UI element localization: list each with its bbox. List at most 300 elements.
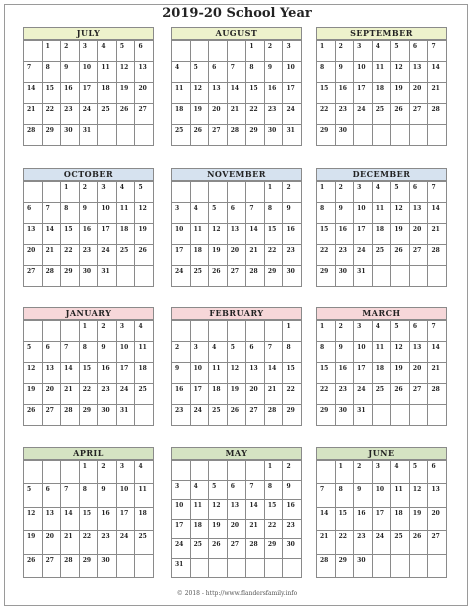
week-row	[317, 342, 447, 363]
day-cell: 17	[191, 384, 210, 405]
day-cell	[428, 405, 447, 426]
day-cell: 4	[191, 481, 210, 501]
day-cell: 31	[98, 266, 117, 287]
day-cell: 5	[209, 481, 228, 501]
day-cell: 19	[391, 363, 410, 384]
day-cell: 3	[283, 41, 302, 62]
day-cell: 26	[410, 531, 429, 554]
week-row	[172, 405, 302, 426]
day-cell	[246, 559, 265, 579]
month-header: SEPTEMBER	[316, 27, 447, 40]
day-cell: 8	[336, 484, 355, 507]
day-cell: 25	[117, 245, 136, 266]
day-cell: 28	[317, 555, 336, 578]
day-cell: 3	[80, 41, 99, 62]
day-cell: 24	[80, 104, 99, 125]
day-cell	[191, 182, 210, 203]
day-cell: 14	[428, 62, 447, 83]
day-cell: 10	[80, 62, 99, 83]
week-row	[24, 508, 154, 531]
day-cell: 14	[265, 363, 284, 384]
week-row	[317, 62, 447, 83]
day-cell: 23	[283, 520, 302, 540]
day-cell: 24	[373, 531, 392, 554]
day-cell: 14	[246, 500, 265, 520]
day-cell: 30	[61, 125, 80, 146]
day-cell: 31	[172, 559, 191, 579]
day-cell: 4	[209, 342, 228, 363]
day-cell	[191, 41, 210, 62]
day-cell: 1	[265, 461, 284, 481]
day-cell: 20	[410, 83, 429, 104]
day-grid	[316, 320, 447, 426]
day-cell: 9	[354, 484, 373, 507]
day-cell: 4	[191, 203, 210, 224]
day-cell: 26	[391, 245, 410, 266]
day-cell: 14	[317, 508, 336, 531]
day-cell: 21	[428, 363, 447, 384]
day-cell: 7	[428, 41, 447, 62]
day-cell: 4	[98, 41, 117, 62]
day-cell: 6	[43, 342, 62, 363]
day-cell: 21	[265, 384, 284, 405]
day-cell: 16	[80, 224, 99, 245]
day-cell: 14	[61, 508, 80, 531]
day-cell: 8	[265, 203, 284, 224]
day-cell: 30	[336, 125, 355, 146]
day-cell: 23	[61, 104, 80, 125]
day-cell: 26	[209, 266, 228, 287]
day-cell: 24	[172, 539, 191, 559]
day-cell: 27	[228, 266, 247, 287]
day-cell: 22	[61, 245, 80, 266]
day-cell: 30	[98, 555, 117, 578]
week-row	[24, 203, 154, 224]
day-cell: 11	[135, 484, 154, 507]
day-cell: 17	[172, 520, 191, 540]
week-row	[172, 500, 302, 520]
day-cell: 22	[336, 531, 355, 554]
day-cell: 7	[428, 321, 447, 342]
day-cell: 16	[98, 363, 117, 384]
day-cell: 15	[43, 83, 62, 104]
day-cell: 22	[317, 245, 336, 266]
week-row	[172, 203, 302, 224]
day-cell	[209, 182, 228, 203]
day-cell: 27	[43, 555, 62, 578]
day-cell: 28	[428, 104, 447, 125]
week-row	[317, 555, 447, 578]
day-cell: 22	[265, 520, 284, 540]
day-cell: 2	[336, 321, 355, 342]
day-cell: 15	[317, 363, 336, 384]
month-header: OCTOBER	[23, 168, 154, 181]
week-row	[172, 104, 302, 125]
day-cell: 25	[391, 531, 410, 554]
day-cell: 1	[317, 321, 336, 342]
day-cell: 31	[354, 266, 373, 287]
day-cell: 10	[191, 363, 210, 384]
day-cell	[209, 321, 228, 342]
day-cell: 8	[317, 203, 336, 224]
day-cell: 24	[354, 384, 373, 405]
day-cell	[117, 125, 136, 146]
day-cell: 30	[80, 266, 99, 287]
day-cell: 5	[410, 461, 429, 484]
day-cell: 2	[172, 342, 191, 363]
week-row	[24, 62, 154, 83]
day-cell: 14	[43, 224, 62, 245]
day-cell: 11	[172, 83, 191, 104]
week-row	[317, 266, 447, 287]
day-cell	[172, 182, 191, 203]
week-row	[24, 321, 154, 342]
day-cell: 29	[80, 405, 99, 426]
day-cell: 18	[209, 384, 228, 405]
day-cell	[228, 321, 247, 342]
month-header: MAY	[171, 447, 302, 460]
day-cell: 14	[61, 363, 80, 384]
day-cell: 19	[391, 224, 410, 245]
week-row	[172, 224, 302, 245]
week-row	[172, 384, 302, 405]
day-cell: 16	[61, 83, 80, 104]
day-grid	[171, 181, 302, 287]
day-cell: 17	[354, 83, 373, 104]
day-cell: 29	[80, 555, 99, 578]
day-cell: 8	[43, 62, 62, 83]
day-cell: 19	[391, 83, 410, 104]
day-cell: 6	[43, 484, 62, 507]
week-row	[317, 182, 447, 203]
day-cell: 11	[373, 203, 392, 224]
day-cell	[191, 461, 210, 481]
day-cell: 7	[24, 62, 43, 83]
day-cell: 17	[117, 363, 136, 384]
day-cell: 11	[391, 484, 410, 507]
month-june	[316, 447, 447, 578]
week-row	[24, 342, 154, 363]
week-row	[172, 266, 302, 287]
day-cell: 18	[391, 508, 410, 531]
day-cell	[43, 182, 62, 203]
day-cell	[24, 182, 43, 203]
month-august	[171, 27, 302, 146]
month-header: MARCH	[316, 307, 447, 320]
day-cell: 11	[191, 224, 210, 245]
day-cell: 14	[428, 203, 447, 224]
day-cell: 19	[209, 245, 228, 266]
day-cell: 13	[43, 363, 62, 384]
day-cell	[373, 125, 392, 146]
day-cell	[209, 461, 228, 481]
day-cell: 13	[209, 83, 228, 104]
day-cell: 7	[246, 203, 265, 224]
day-cell: 11	[117, 203, 136, 224]
day-cell: 25	[373, 245, 392, 266]
day-cell	[24, 461, 43, 484]
day-cell: 11	[373, 62, 392, 83]
month-header: DECEMBER	[316, 168, 447, 181]
week-row	[317, 363, 447, 384]
day-cell: 12	[209, 224, 228, 245]
day-cell: 18	[135, 363, 154, 384]
day-cell: 20	[410, 363, 429, 384]
week-row	[24, 531, 154, 554]
week-row	[24, 182, 154, 203]
day-cell	[172, 461, 191, 481]
day-cell: 10	[172, 500, 191, 520]
day-cell: 9	[80, 203, 99, 224]
day-cell	[391, 125, 410, 146]
day-cell: 14	[428, 342, 447, 363]
day-cell: 26	[391, 384, 410, 405]
day-cell	[391, 555, 410, 578]
day-cell: 1	[317, 41, 336, 62]
day-cell: 15	[317, 83, 336, 104]
day-cell: 5	[117, 41, 136, 62]
month-header: JUNE	[316, 447, 447, 460]
week-row	[317, 461, 447, 484]
day-cell: 24	[172, 266, 191, 287]
day-cell: 12	[135, 203, 154, 224]
day-cell: 6	[246, 342, 265, 363]
day-cell: 19	[410, 508, 429, 531]
day-cell	[317, 461, 336, 484]
day-cell: 6	[135, 41, 154, 62]
week-row	[24, 83, 154, 104]
day-cell: 28	[61, 405, 80, 426]
week-row	[317, 405, 447, 426]
day-cell: 1	[61, 182, 80, 203]
week-row	[24, 125, 154, 146]
day-cell: 7	[61, 484, 80, 507]
day-cell: 31	[354, 405, 373, 426]
day-cell: 28	[265, 405, 284, 426]
day-cell: 22	[43, 104, 62, 125]
day-cell: 23	[283, 245, 302, 266]
day-cell: 24	[98, 245, 117, 266]
month-header: AUGUST	[171, 27, 302, 40]
day-cell: 10	[117, 484, 136, 507]
day-cell: 7	[43, 203, 62, 224]
day-cell: 19	[24, 384, 43, 405]
day-cell: 28	[246, 266, 265, 287]
day-cell: 10	[354, 342, 373, 363]
day-cell: 13	[135, 62, 154, 83]
week-row	[24, 224, 154, 245]
day-cell: 21	[246, 245, 265, 266]
day-cell: 3	[98, 182, 117, 203]
day-cell	[373, 405, 392, 426]
day-cell: 7	[317, 484, 336, 507]
day-cell: 5	[191, 62, 210, 83]
day-cell: 30	[98, 405, 117, 426]
day-cell: 18	[373, 363, 392, 384]
day-cell: 20	[428, 508, 447, 531]
day-cell: 7	[246, 481, 265, 501]
day-cell: 18	[117, 224, 136, 245]
month-header: NOVEMBER	[171, 168, 302, 181]
month-header: APRIL	[23, 447, 154, 460]
week-row	[172, 321, 302, 342]
day-cell: 6	[410, 41, 429, 62]
day-cell: 4	[373, 182, 392, 203]
week-row	[24, 484, 154, 507]
day-cell: 28	[43, 266, 62, 287]
day-cell	[391, 405, 410, 426]
day-cell: 5	[24, 342, 43, 363]
day-cell: 6	[24, 203, 43, 224]
day-cell: 29	[246, 125, 265, 146]
day-cell: 27	[209, 125, 228, 146]
day-cell: 25	[172, 125, 191, 146]
week-row	[172, 363, 302, 384]
day-cell: 15	[265, 500, 284, 520]
day-cell: 13	[228, 224, 247, 245]
day-cell: 23	[336, 104, 355, 125]
day-cell: 2	[98, 321, 117, 342]
day-cell: 15	[317, 224, 336, 245]
day-cell: 15	[283, 363, 302, 384]
week-row	[172, 182, 302, 203]
day-cell: 1	[246, 41, 265, 62]
day-cell: 6	[428, 461, 447, 484]
day-cell: 26	[117, 104, 136, 125]
week-row	[24, 266, 154, 287]
day-cell	[191, 321, 210, 342]
day-cell: 19	[117, 83, 136, 104]
day-cell: 18	[191, 520, 210, 540]
day-cell: 5	[209, 203, 228, 224]
day-cell: 8	[80, 484, 99, 507]
day-cell: 29	[317, 266, 336, 287]
day-cell: 28	[428, 384, 447, 405]
day-cell: 3	[354, 41, 373, 62]
day-cell: 16	[336, 83, 355, 104]
day-cell	[228, 41, 247, 62]
day-cell: 16	[283, 500, 302, 520]
day-cell: 26	[228, 405, 247, 426]
day-cell: 25	[191, 266, 210, 287]
day-cell: 19	[24, 531, 43, 554]
day-cell: 27	[24, 266, 43, 287]
week-row	[317, 321, 447, 342]
week-row	[24, 104, 154, 125]
day-cell	[117, 555, 136, 578]
day-cell: 13	[410, 62, 429, 83]
day-cell: 29	[43, 125, 62, 146]
day-cell: 29	[265, 539, 284, 559]
week-row	[317, 104, 447, 125]
week-row	[172, 62, 302, 83]
day-cell: 23	[98, 531, 117, 554]
day-cell: 9	[98, 342, 117, 363]
day-cell: 24	[117, 384, 136, 405]
day-cell: 29	[317, 125, 336, 146]
day-cell: 7	[428, 182, 447, 203]
week-row	[24, 384, 154, 405]
day-cell	[228, 182, 247, 203]
month-march	[316, 307, 447, 426]
week-row	[172, 539, 302, 559]
day-cell: 29	[336, 555, 355, 578]
day-cell: 4	[135, 321, 154, 342]
day-cell: 12	[391, 342, 410, 363]
day-cell: 2	[336, 182, 355, 203]
day-cell: 5	[391, 41, 410, 62]
day-cell: 25	[135, 531, 154, 554]
day-cell: 26	[24, 405, 43, 426]
day-cell: 8	[61, 203, 80, 224]
day-grid	[23, 460, 154, 578]
day-cell: 27	[410, 384, 429, 405]
day-cell: 7	[61, 342, 80, 363]
day-cell: 1	[43, 41, 62, 62]
day-cell: 17	[172, 245, 191, 266]
day-cell: 9	[61, 62, 80, 83]
day-cell: 3	[191, 342, 210, 363]
day-cell: 21	[246, 520, 265, 540]
month-may	[171, 447, 302, 578]
day-cell: 9	[172, 363, 191, 384]
day-cell: 24	[354, 245, 373, 266]
day-cell: 4	[391, 461, 410, 484]
day-cell: 9	[283, 203, 302, 224]
week-row	[317, 83, 447, 104]
day-cell: 29	[317, 405, 336, 426]
day-cell	[98, 125, 117, 146]
day-cell: 24	[117, 531, 136, 554]
day-cell	[228, 559, 247, 579]
day-cell: 30	[336, 266, 355, 287]
day-cell: 2	[283, 182, 302, 203]
day-cell: 9	[283, 481, 302, 501]
day-cell: 17	[117, 508, 136, 531]
week-row	[317, 224, 447, 245]
day-cell: 31	[80, 125, 99, 146]
day-cell: 21	[428, 224, 447, 245]
day-cell	[246, 182, 265, 203]
day-cell: 27	[135, 104, 154, 125]
day-cell: 4	[373, 321, 392, 342]
week-row	[172, 245, 302, 266]
day-grid	[171, 460, 302, 578]
day-cell	[246, 321, 265, 342]
day-cell: 2	[61, 41, 80, 62]
day-cell: 24	[354, 104, 373, 125]
day-cell: 16	[172, 384, 191, 405]
month-february	[171, 307, 302, 426]
day-cell: 22	[283, 384, 302, 405]
day-cell: 13	[43, 508, 62, 531]
day-cell: 20	[228, 520, 247, 540]
day-cell: 16	[265, 83, 284, 104]
day-cell: 9	[98, 484, 117, 507]
day-cell	[228, 461, 247, 481]
day-cell: 8	[246, 62, 265, 83]
day-cell: 15	[61, 224, 80, 245]
day-cell: 18	[373, 83, 392, 104]
day-cell: 21	[24, 104, 43, 125]
day-cell: 12	[117, 62, 136, 83]
day-cell: 26	[209, 539, 228, 559]
day-cell: 25	[135, 384, 154, 405]
week-row	[172, 83, 302, 104]
day-grid	[316, 460, 447, 578]
day-cell	[410, 555, 429, 578]
day-cell	[428, 555, 447, 578]
